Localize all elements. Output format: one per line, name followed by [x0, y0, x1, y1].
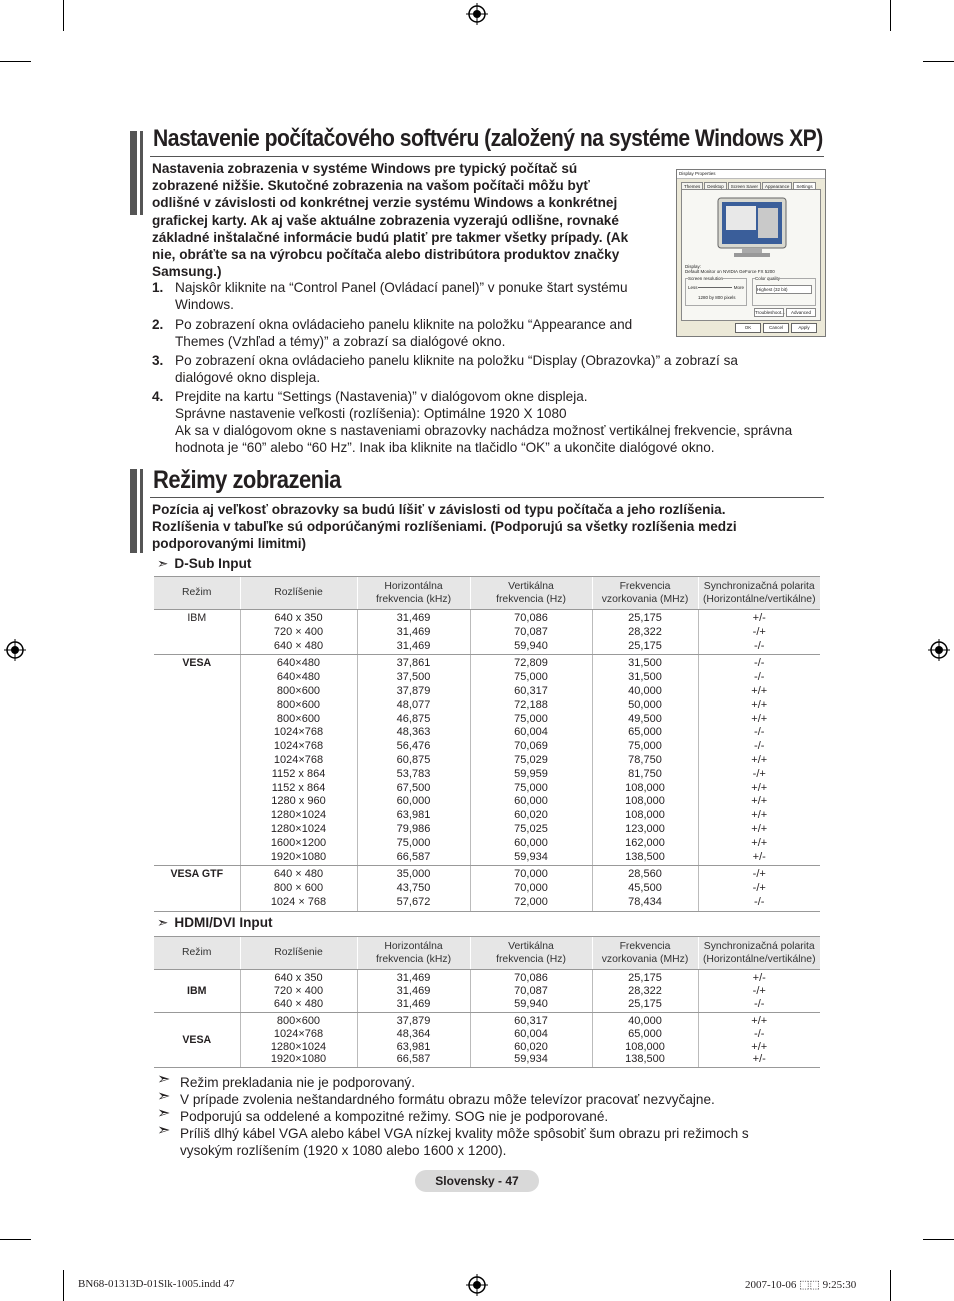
tab-appearance: Appearance: [762, 182, 792, 190]
section-bar: [140, 469, 143, 553]
cell-value: 53,783: [396, 767, 431, 780]
title-rule: [150, 497, 824, 498]
step-number: 1.: [152, 280, 164, 295]
value-cell: [592, 1012, 698, 1068]
cell-value: 72,188: [514, 698, 548, 711]
value-cell: [240, 970, 357, 1013]
intro-line: Nastavenia zobrazenia v systéme Windows pre typický počítač sú: [152, 161, 578, 176]
intro-paragraph: [152, 501, 737, 553]
table-row: [154, 1012, 820, 1068]
table-row: [154, 866, 820, 911]
value-cell: [470, 655, 592, 866]
cell-value: 56,476: [396, 740, 431, 753]
column-header: Vertikálna frekvencia (Hz): [470, 577, 592, 610]
table-row: [154, 610, 820, 655]
note-text: vysokým rozlíšením (1920 x 1080 alebo 1600 x 1200).: [180, 1143, 507, 1158]
cell-value: 28,560: [628, 868, 662, 881]
intro-line: nie, obráťte sa na výrobcu počítača alebo distribútora produktov značky: [152, 247, 620, 263]
value-cell: [470, 1012, 592, 1068]
step-number: 4.: [152, 389, 164, 404]
crop-mark: [63, 0, 64, 31]
cell-value: 640 × 480: [273, 868, 324, 881]
cell-value: 60,000: [514, 836, 548, 849]
note-item: [157, 1122, 797, 1159]
note-item: [157, 1105, 797, 1125]
intro-line: Pozícia aj veľkosť obrazovky sa budú líšiť v závislosti od typu počítača a jeho rozlíšenia.: [152, 502, 726, 517]
note-item: [157, 1088, 797, 1108]
cell-value: 43,750: [396, 882, 431, 895]
cell-value: -/-: [754, 895, 765, 908]
column-header: Vertikálna frekvencia (Hz): [470, 937, 592, 970]
cell-value: 720 × 400: [273, 984, 324, 997]
arrow-icon: ➣: [157, 1071, 171, 1088]
cell-value: 108,000: [625, 809, 665, 822]
cell-value: 108,000: [625, 781, 665, 794]
section-title: Nastavenie počítačového softvéru (založený na systéme Windows XP): [153, 125, 823, 152]
step-text: Po zobrazení okna ovládacieho panelu kliknite na položku “Display (Obrazovka)” a zobrazí sa dialógové okno displeja.: [175, 353, 738, 385]
value-cell: [698, 655, 820, 866]
cell-value: 800×600: [276, 1014, 321, 1027]
cell-value: 37,500: [396, 671, 431, 684]
intro-line: Samsung.): [152, 264, 222, 280]
display-properties-screenshot: [676, 169, 826, 337]
cell-value: +/+: [751, 822, 768, 835]
cell-value: 50,000: [628, 698, 662, 711]
value-cell: [698, 866, 820, 911]
value-cell: [357, 970, 470, 1013]
date-slug: 2007-10-06 ⬚⬚ 9:25:30: [745, 1279, 857, 1291]
cell-value: 108,000: [625, 795, 665, 808]
cell-value: 63,981: [396, 809, 431, 822]
cell-value: 1920×1080: [270, 850, 327, 863]
value-cell: [592, 610, 698, 655]
value-cell: [357, 610, 470, 655]
cell-value: 70,069: [514, 740, 548, 753]
hdmi-input-heading: ➣ HDMI/DVI Input: [157, 915, 273, 930]
column-header: Horizontálna frekvencia (kHz): [357, 937, 470, 970]
cell-value: +/+: [751, 712, 768, 725]
section-bar: [140, 131, 143, 215]
cell-value: -/+: [752, 625, 766, 638]
cell-value: 1280×1024: [270, 822, 327, 835]
column-header: Rozlíšenie: [240, 937, 357, 970]
cell-value: 75,025: [514, 822, 548, 835]
arrow-icon: ➣: [157, 915, 169, 930]
cell-value: 59,934: [514, 850, 548, 863]
cell-value: 60,004: [514, 726, 548, 739]
value-cell: [470, 866, 592, 911]
resolution-slider: [698, 287, 732, 288]
cancel-button: Cancel: [763, 323, 789, 333]
cell-value: 75,000: [396, 836, 431, 849]
cell-value: 49,500: [628, 712, 662, 725]
step-number: 3.: [152, 353, 164, 368]
cell-value: 800×600: [276, 698, 321, 711]
cell-value: +/+: [751, 795, 768, 808]
cell-value: 70,086: [514, 972, 548, 984]
cell-value: -/-: [754, 997, 765, 1010]
cell-value: +/-: [752, 612, 766, 624]
cell-value: 138,500: [625, 1053, 665, 1066]
intro-line: základné inštalačné informácie budú platiť pre takmer všetky prípady. (Ak: [152, 229, 629, 245]
intro-paragraph: [152, 160, 628, 280]
crop-mark: [923, 61, 954, 62]
color-group: [752, 278, 816, 306]
value-cell: [357, 1012, 470, 1068]
cell-value: 1024 × 768: [270, 895, 327, 908]
cell-value: 1920×1080: [270, 1053, 327, 1066]
cell-value: 66,587: [396, 850, 431, 863]
cell-value: +/+: [751, 809, 768, 822]
cell-value: 28,322: [628, 625, 662, 638]
cell-value: 800 × 600: [273, 882, 324, 895]
cell-value: 1024×768: [273, 740, 324, 753]
cell-value: 48,363: [396, 726, 431, 739]
note-item: [157, 1071, 797, 1091]
settings-panel: [681, 189, 821, 321]
value-cell: [357, 655, 470, 866]
section-bar: [130, 469, 137, 553]
registration-mark-icon: [466, 1274, 488, 1296]
value-cell: [592, 655, 698, 866]
cell-value: 800×600: [276, 712, 321, 725]
cell-value: 60,000: [514, 795, 548, 808]
dsub-table: [154, 576, 820, 912]
column-header: Rozlíšenie: [240, 577, 357, 610]
step-number: 2.: [152, 317, 164, 332]
cell-value: 60,317: [514, 684, 548, 697]
value-cell: [240, 610, 357, 655]
column-header: Synchronizačná polarita (Horizontálne/vertikálne): [698, 577, 820, 610]
cell-value: 28,322: [628, 984, 662, 997]
cell-value: 70,087: [514, 625, 548, 638]
value-cell: [698, 610, 820, 655]
crop-mark: [890, 1270, 891, 1301]
cell-value: 60,875: [396, 753, 431, 766]
cell-value: 72,000: [514, 895, 548, 908]
cell-value: 800×600: [276, 684, 321, 697]
cell-value: 1152 x 864: [271, 767, 326, 780]
mode-cell: IBM: [154, 970, 240, 1013]
cell-value: 31,469: [396, 997, 431, 1010]
mode-cell: IBM: [154, 610, 240, 655]
cell-value: 45,500: [628, 882, 662, 895]
cell-value: +/-: [752, 1053, 766, 1066]
column-header: Režim: [154, 577, 240, 610]
intro-line: grafickej karty. Ak aj vaše aktuálne zobrazenia vyzerajú odlišne, rovnaké: [152, 212, 619, 228]
step-text: Prejdite na kartu “Settings (Nastavenia)” v dialógovom okne displeja. Správne nastavenie veľkosti (rozlíšenia): Optimálne 1920 X 1080 Ak sa v dialógovom okne s nastaveniami obrazovky nachádza možnosť vertikálnej frekvencie, správna hodnota je “60” alebo “60 Hz”. Inak iba kliknite na tlačidlo “OK” a ukončite dialógové okno.: [175, 389, 793, 455]
cell-value: -/-: [754, 657, 765, 670]
cell-value: 25,175: [628, 972, 662, 984]
cell-value: 78,750: [628, 753, 662, 766]
column-header: Režim: [154, 937, 240, 970]
cell-value: -/-: [754, 671, 765, 684]
cell-value: 1024×768: [273, 753, 324, 766]
hdmi-table: [154, 936, 820, 1068]
cell-value: 31,469: [396, 612, 431, 624]
resolution-value: 1280 by 800 pixels: [698, 295, 736, 300]
value-cell: [470, 610, 592, 655]
cell-value: +/+: [751, 684, 768, 697]
notes-list: [157, 1071, 797, 1159]
resolution-group: [685, 278, 747, 306]
cell-value: 60,004: [514, 1027, 548, 1040]
intro-line: zobrazené nižšie. Skutočné zobrazenia na vašom počítači môžu byť: [152, 178, 590, 194]
cell-value: 67,500: [396, 781, 431, 794]
cell-value: 1600×1200: [270, 836, 327, 849]
cell-value: +/+: [751, 1040, 768, 1053]
cell-value: +/-: [752, 972, 766, 984]
cell-value: 40,000: [628, 1014, 662, 1027]
arrow-icon: ➣: [157, 1105, 171, 1122]
cell-value: 70,000: [514, 882, 548, 895]
cell-value: 640×480: [276, 657, 321, 670]
table-row: [154, 970, 820, 1013]
color-label: Color quality: [755, 276, 781, 281]
cell-value: 25,175: [628, 612, 662, 624]
cell-value: 31,469: [396, 984, 431, 997]
column-header: Horizontálna frekvencia (kHz): [357, 577, 470, 610]
cell-value: +/+: [751, 753, 768, 766]
more-label: More: [733, 285, 744, 290]
arrow-icon: ➣: [157, 556, 169, 571]
cell-value: 65,000: [628, 726, 662, 739]
crop-mark: [923, 1239, 954, 1240]
cell-value: 79,986: [396, 822, 431, 835]
cell-value: 66,587: [396, 1053, 431, 1066]
cell-value: 72,809: [514, 657, 548, 670]
cell-value: 46,875: [396, 712, 431, 725]
cell-value: 60,317: [514, 1014, 548, 1027]
cell-value: 37,879: [396, 684, 431, 697]
cell-value: 37,861: [396, 657, 431, 670]
table-header-row: [154, 577, 820, 610]
cell-value: 123,000: [625, 822, 665, 835]
tab-settings: Settings: [793, 182, 815, 190]
cell-value: 40,000: [628, 684, 662, 697]
arrow-icon: ➣: [157, 1088, 171, 1105]
window-title: Display Properties: [677, 170, 825, 179]
column-header: Synchronizačná polarita (Horizontálne/vertikálne): [698, 937, 820, 970]
cell-value: 1280 x 960: [271, 795, 326, 808]
intro-line: Rozlíšenia v tabuľke sú odporúčanými rozlíšeniami. (Podporujú sa všetky rozlíšenia medzi: [152, 519, 737, 535]
mode-cell: VESA GTF: [154, 866, 240, 911]
cell-value: 59,940: [514, 639, 548, 652]
arrow-icon: ➣: [157, 1122, 171, 1139]
cell-value: -/+: [752, 984, 766, 997]
cell-value: 1280×1024: [270, 809, 327, 822]
tab-themes: Themes: [681, 182, 703, 190]
color-select: Highest (32 bit): [756, 285, 812, 294]
cell-value: 70,000: [514, 868, 548, 881]
cell-value: 75,000: [628, 740, 662, 753]
cell-value: -/+: [752, 767, 766, 780]
cell-value: 640 × 480: [273, 997, 324, 1010]
cell-value: -/+: [752, 882, 766, 895]
cell-value: 35,000: [396, 868, 431, 881]
registration-mark-icon: [466, 3, 488, 25]
cell-value: 1024×768: [273, 726, 324, 739]
cell-value: 78,434: [628, 895, 662, 908]
cell-value: 720 × 400: [273, 625, 324, 638]
cell-value: 37,879: [396, 1014, 431, 1027]
cell-value: -/-: [754, 1027, 765, 1040]
registration-mark-icon: [4, 639, 26, 661]
cell-value: 1152 x 864: [271, 781, 326, 794]
value-cell: [240, 655, 357, 866]
value-cell: [470, 970, 592, 1013]
troubleshoot-button: Troubleshoot...: [755, 310, 785, 315]
cell-value: 75,000: [514, 712, 548, 725]
intro-line: odlišné v závislosti od konkrétnej verzie systému Windows a konkrétnej: [152, 195, 618, 211]
cell-value: 31,469: [396, 625, 431, 638]
cell-value: +/+: [751, 836, 768, 849]
cell-value: 75,000: [514, 781, 548, 794]
less-label: Less: [688, 285, 698, 290]
crop-mark: [0, 61, 31, 62]
cell-value: 31,500: [628, 671, 662, 684]
cell-value: 1280×1024: [270, 1040, 327, 1053]
cell-value: 640×480: [276, 671, 321, 684]
cell-value: 1024×768: [273, 1027, 324, 1040]
cell-value: 162,000: [625, 836, 665, 849]
display-value: Default Monitor on NVIDIA GeForce FX 5200: [685, 269, 775, 274]
cell-value: 60,000: [396, 795, 431, 808]
cell-value: 108,000: [625, 1040, 665, 1053]
dsub-input-heading: ➣ D-Sub Input: [157, 556, 252, 571]
mode-cell: VESA: [154, 655, 240, 866]
intro-line: podporovanými limitmi): [152, 536, 307, 552]
resolution-label: Screen resolution: [688, 276, 724, 281]
value-cell: [592, 970, 698, 1013]
value-cell: [240, 866, 357, 911]
title-rule: [150, 156, 824, 157]
note-text: Režim prekladania nie je podporovaný.: [180, 1075, 416, 1090]
cell-value: 63,981: [396, 1040, 431, 1053]
crop-mark: [890, 0, 891, 31]
ok-button: OK: [735, 323, 761, 333]
cell-value: 138,500: [625, 850, 665, 863]
cell-value: 640 x 350: [274, 972, 323, 984]
cell-value: +/+: [751, 698, 768, 711]
cell-value: 60,020: [514, 809, 548, 822]
mode-cell: VESA: [154, 1012, 240, 1068]
cell-value: 75,029: [514, 753, 548, 766]
crop-mark: [0, 1239, 31, 1240]
step-text: Najskôr kliknite na “Control Panel (Ovládací panel)” v ponuke štart systému Windows.: [175, 280, 628, 312]
cell-value: -/-: [754, 639, 765, 652]
cell-value: 75,000: [514, 671, 548, 684]
cell-value: 640 × 480: [273, 639, 324, 652]
cell-value: 25,175: [628, 639, 662, 652]
cell-value: 48,077: [396, 698, 431, 711]
step-text: Po zobrazení okna ovládacieho panelu kliknite na položku “Appearance and Themes (Vzhľad a témy)” a zobrazí sa dialógové okno.: [175, 317, 633, 349]
note-text: Príliš dlhý kábel VGA alebo kábel VGA nízkej kvality môže spôsobiť šum obrazu pri režimoch s: [180, 1126, 749, 1141]
page-number-badge: Slovensky - 47: [415, 1170, 539, 1192]
cell-value: +/-: [752, 850, 766, 863]
section-bar: [130, 131, 137, 215]
cell-value: 81,750: [628, 767, 662, 780]
cell-value: 65,000: [628, 1027, 662, 1040]
cell-value: 31,469: [396, 639, 431, 652]
display-label: Display:: [685, 264, 702, 269]
cell-value: -/-: [754, 740, 765, 753]
value-cell: [698, 1012, 820, 1068]
cell-value: +/+: [751, 1014, 768, 1027]
cell-value: 48,364: [396, 1027, 431, 1040]
cell-value: 59,940: [514, 997, 548, 1010]
column-header: Frekvencia vzorkovania (MHz): [592, 937, 698, 970]
value-cell: [698, 970, 820, 1013]
column-header: Frekvencia vzorkovania (MHz): [592, 577, 698, 610]
value-cell: [357, 866, 470, 911]
registration-mark-icon: [928, 639, 950, 661]
cell-value: 70,087: [514, 984, 548, 997]
table-header-row: [154, 937, 820, 970]
cell-value: 70,086: [514, 612, 548, 624]
value-cell: [592, 866, 698, 911]
note-text: Podporujú sa oddelené a kompozitné režimy. SOG nie je podporované.: [180, 1109, 609, 1124]
file-slug: BN68-01313D-01Slk-1005.indd 47: [78, 1278, 235, 1290]
cell-value: 59,934: [514, 1053, 548, 1066]
value-cell: [240, 1012, 357, 1068]
tab-screen-saver: Screen Saver: [728, 182, 761, 190]
table-row: [154, 655, 820, 866]
apply-button: Apply: [791, 323, 817, 333]
note-text: V prípade zvolenia neštandardného formátu obrazu môže televízor pracovať nezvyčajne.: [180, 1092, 715, 1107]
section-title: Režimy zobrazenia: [153, 466, 341, 494]
cell-value: +/+: [751, 781, 768, 794]
cell-value: 60,020: [514, 1040, 548, 1053]
monitor-preview-icon: [716, 196, 788, 260]
cell-value: 31,469: [396, 972, 431, 984]
cell-value: 57,672: [396, 895, 431, 908]
tab-desktop: Desktop: [704, 182, 727, 190]
cell-value: 31,500: [628, 657, 662, 670]
cell-value: -/+: [752, 868, 766, 881]
cell-value: 640 x 350: [274, 612, 323, 624]
cell-value: 25,175: [628, 997, 662, 1010]
cell-value: -/-: [754, 726, 765, 739]
crop-mark: [63, 1270, 64, 1301]
cell-value: 59,959: [514, 767, 548, 780]
advanced-button: Advanced: [786, 308, 816, 317]
